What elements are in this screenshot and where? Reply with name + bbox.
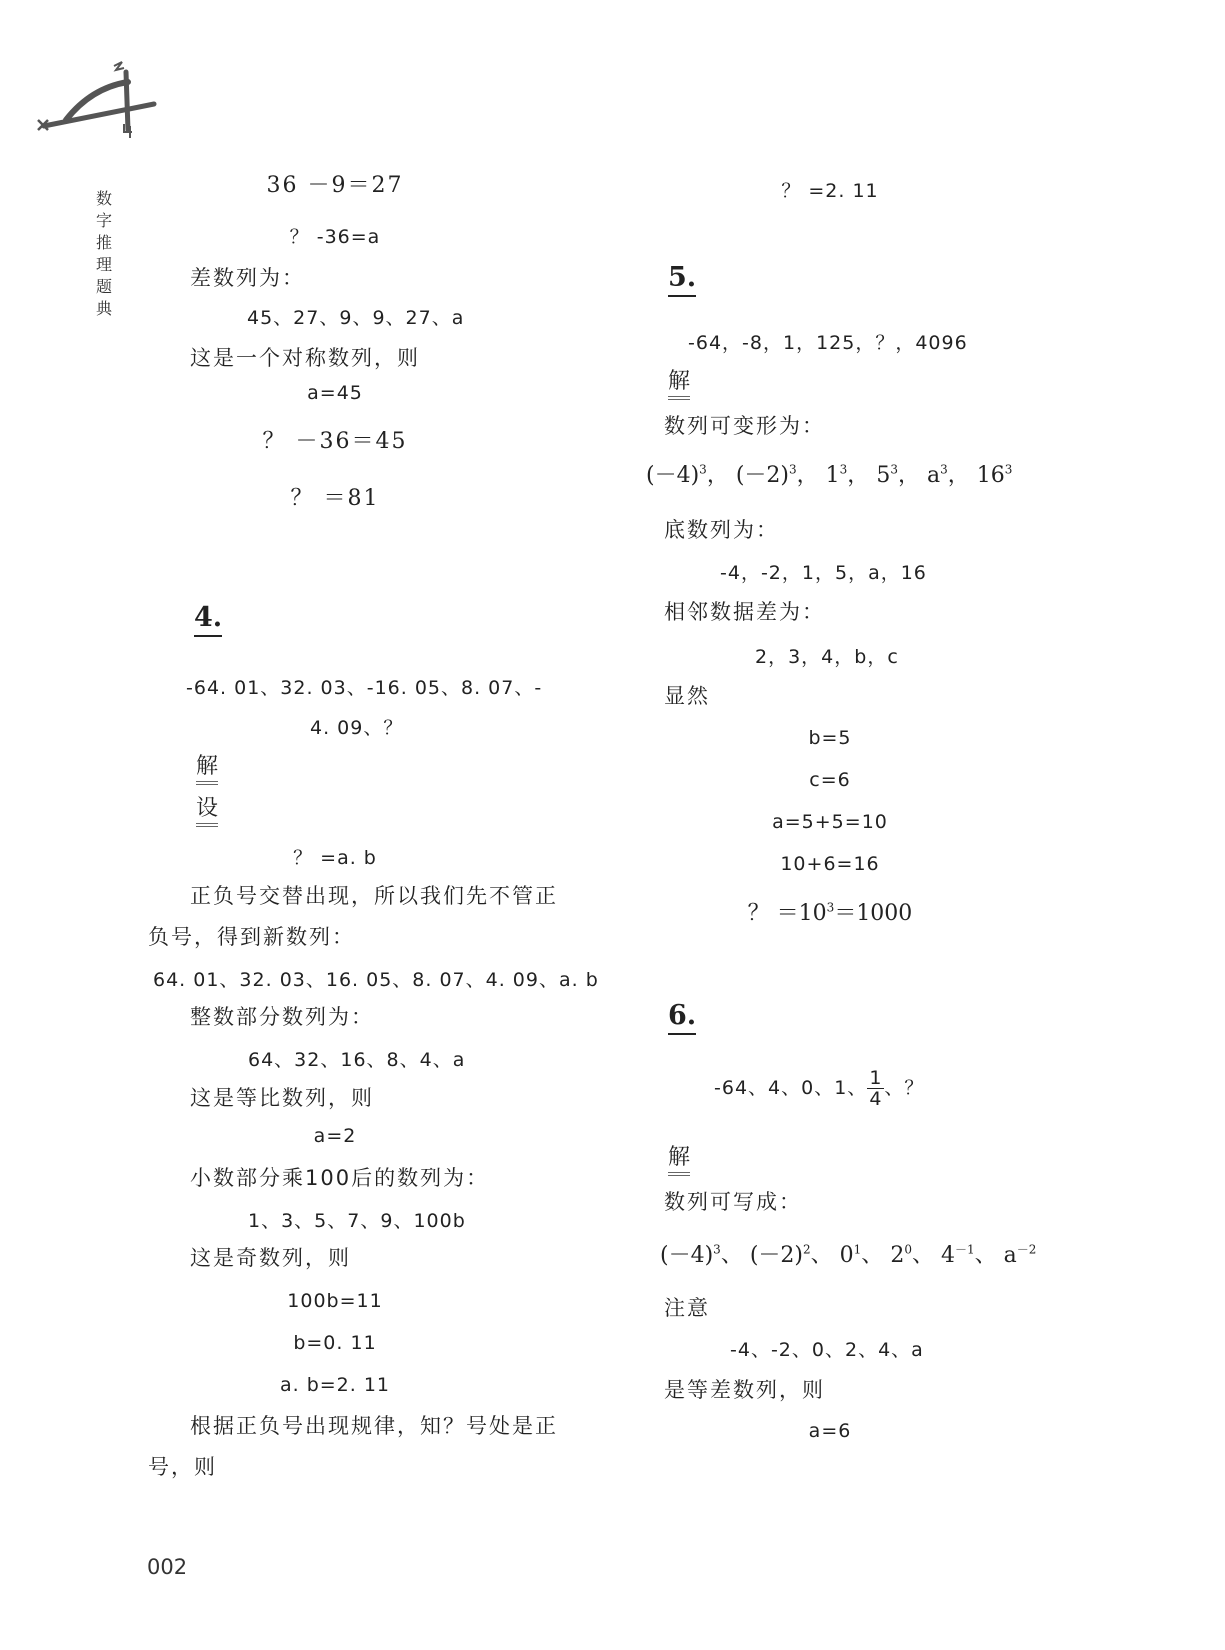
solution-label: 解 [668, 368, 690, 400]
equation: a=6 [808, 1420, 852, 1442]
equation: ？ －36＝45 [262, 429, 408, 454]
paragraph: 号，则 [148, 1455, 217, 1479]
fraction: $\frac{1}{4}$ [869, 1067, 883, 1110]
text-line: 这是等比数列，则 [190, 1086, 374, 1110]
text-line: 差数列为： [190, 266, 305, 290]
equation: 100b=11 [287, 1290, 383, 1312]
equation: ？ =a. b [293, 847, 377, 869]
sequence: -64. 01、32. 03、-16. 05、8. 07、- [186, 677, 543, 699]
sequence: 64、32、16、8、4、a [248, 1049, 466, 1071]
equation: a. b=2. 11 [279, 1374, 391, 1396]
page-number: 002 [147, 1555, 188, 1579]
text-line: 数列可变形为： [664, 414, 825, 438]
equation: b=5 [808, 727, 852, 749]
equation: a=2 [313, 1125, 357, 1147]
problem-number: 4. [194, 602, 222, 637]
paragraph: 正负号交替出现，所以我们先不管正 [190, 884, 558, 908]
sequence: -4，-2，1，5，a，16 [720, 562, 927, 584]
sequence: -64、4、0、1、 $\frac{1}{4}$ 、？ [714, 1067, 925, 1110]
problem-number: 5. [668, 262, 696, 297]
sequence: 2，3，4，b，c [755, 646, 899, 668]
equation: ？ ＝81 [290, 486, 380, 511]
equation: c=6 [809, 769, 851, 791]
paragraph: 负号，得到新数列： [148, 925, 355, 949]
solution-label: 解 [668, 1144, 690, 1176]
equation: ？ $=10^3=1000$ [747, 900, 913, 926]
equation: b=0. 11 [293, 1332, 377, 1354]
text-line: 是等差数列，则 [664, 1378, 825, 1402]
text-line: 小数部分乘100后的数列为： [190, 1166, 490, 1190]
problem-number: 6. [668, 1000, 696, 1035]
sequence: 45、27、9、9、27、a [247, 307, 465, 329]
equation: 36 －9＝27 [266, 173, 404, 198]
power-sequence: $(-4)^3$、 $(-2)^2$、 $0^1$、 $2^0$、 $4^{-1}$、 $a^{-2}$ [660, 1242, 1037, 1268]
sequence: -64，-8，1，125，？，4096 [688, 332, 968, 354]
sequence: 4. 09、？ [310, 717, 404, 739]
equation: ？ -36=a [289, 226, 381, 248]
text-line: 这是一个对称数列，则 [190, 346, 420, 370]
equation: a=45 [307, 382, 363, 404]
text-line: 这是奇数列，则 [190, 1246, 351, 1270]
let-label: 设 [196, 795, 218, 827]
sequence: 64. 01、32. 03、16. 05、8. 07、4. 09、a. b [153, 969, 599, 991]
text-line: 整数部分数列为： [190, 1005, 374, 1029]
equation: ？ =2. 11 [781, 180, 879, 202]
side-title: 数 字 推 理 题 典 [95, 189, 112, 318]
sequence: 1、3、5、7、9、100b [248, 1210, 466, 1232]
power-sequence: $(-4)^3$， $(-2)^3$， $1^3$， $5^3$， $a^3$， $16^3$ [646, 462, 1013, 488]
equation: a=5+5=10 [772, 811, 888, 833]
sequence: -4、-2、0、2、4、a [730, 1339, 924, 1361]
equation: 10+6=16 [780, 853, 880, 875]
text-line: 注意 [664, 1296, 710, 1320]
text-line: 数列可写成： [664, 1190, 802, 1214]
axis-logo [36, 58, 161, 140]
text-line: 底数列为： [664, 518, 779, 542]
paragraph: 根据正负号出现规律，知？号处是正 [190, 1414, 558, 1438]
text-line: 相邻数据差为： [664, 600, 825, 624]
text-line: 显然 [664, 684, 710, 708]
solution-label: 解 [196, 753, 218, 785]
